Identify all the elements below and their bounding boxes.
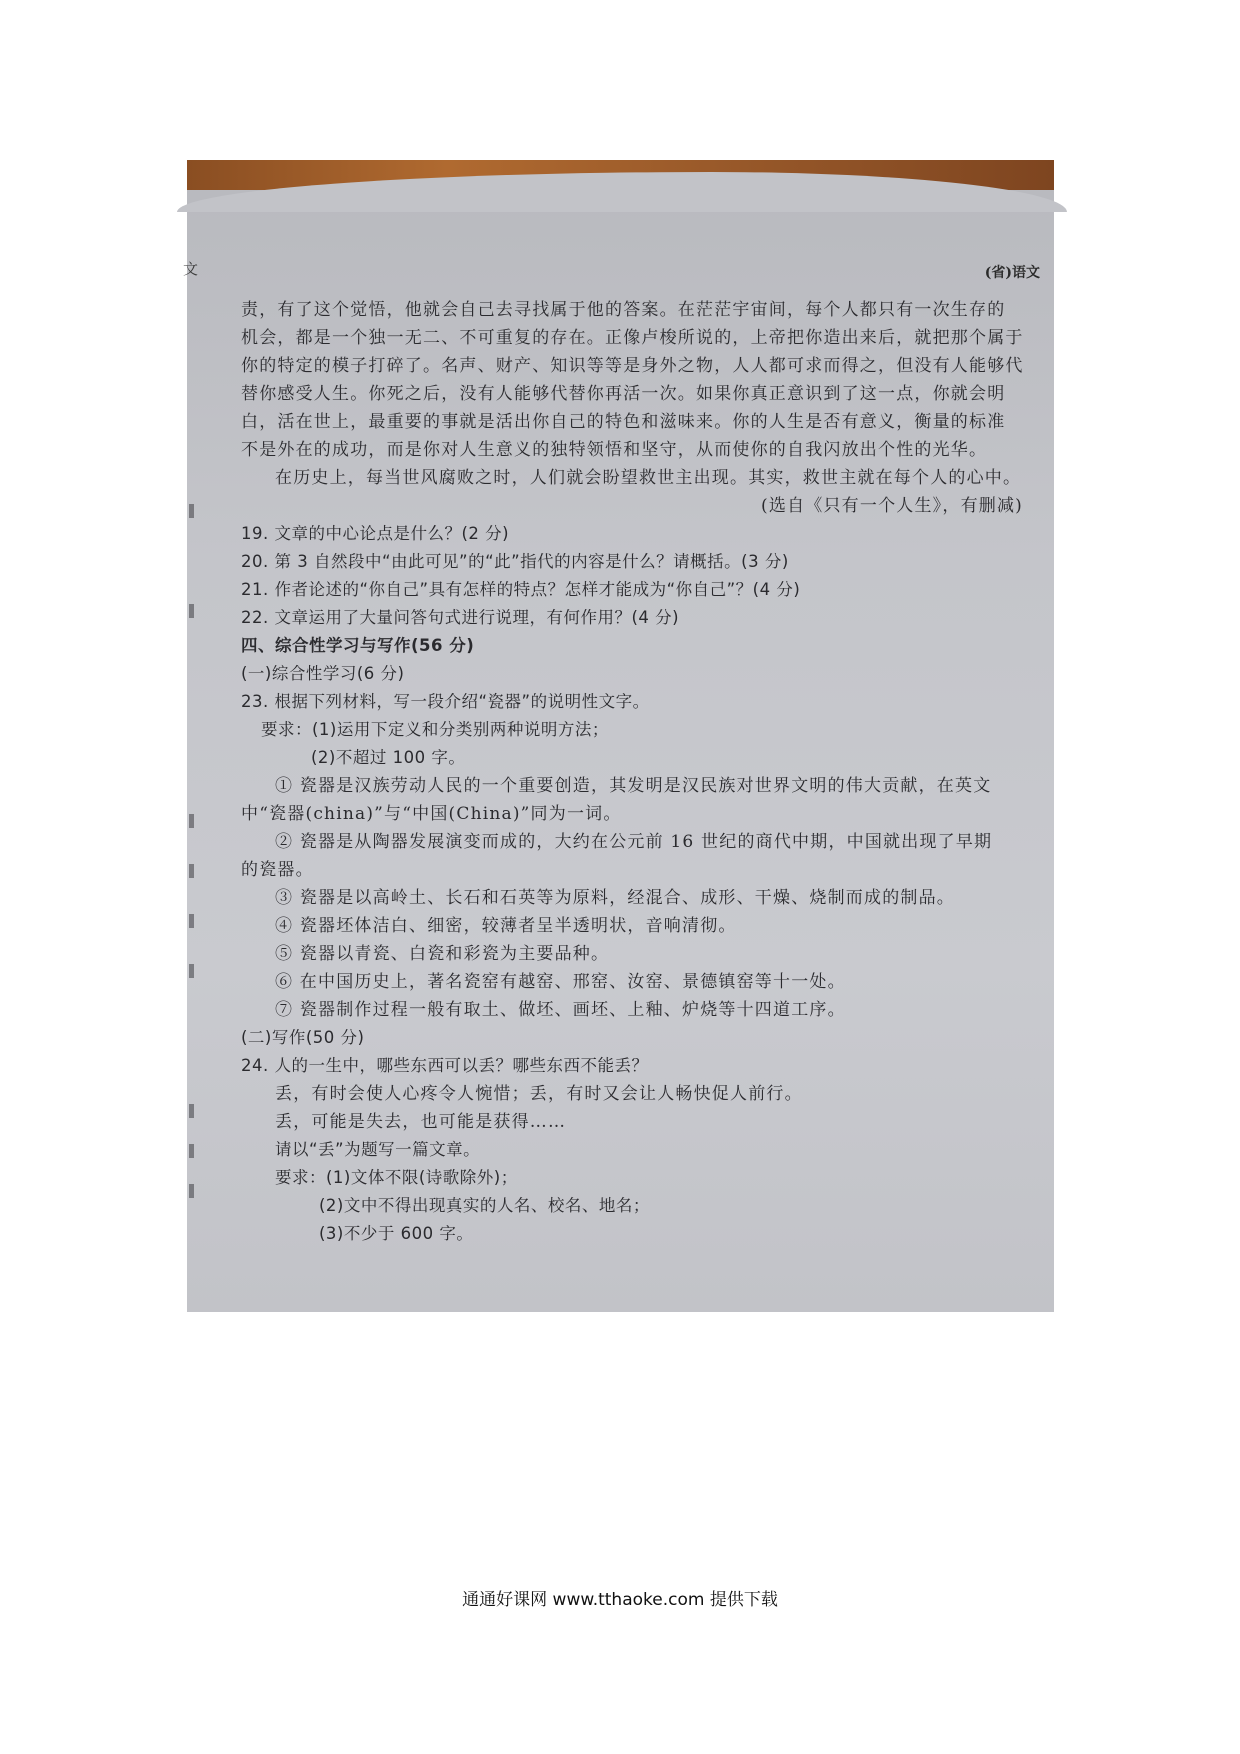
- passage-line: 你的特定的模子打碎了。名声、财产、知识等等是身外之物，人人都可求而得之，但没有人能够代: [241, 356, 1024, 376]
- passage-line: 不是外在的成功，而是你对人生意义的独特领悟和坚守，从而使你的自我闪放出个性的光华。: [241, 440, 988, 460]
- footer-download-note: 通通好课网 www.tthaoke.com 提供下载: [462, 1590, 778, 1610]
- material-line: ③ 瓷器是以高岭土、长石和石英等为原料，经混合、成形、干燥、烧制而成的制品。: [275, 888, 956, 908]
- part-1-title: (一)综合性学习(6 分): [241, 664, 405, 683]
- material-line: ① 瓷器是汉族劳动人民的一个重要创造，其发明是汉民族对世界文明的伟大贡献，在英文: [275, 776, 992, 796]
- question-24: 24. 人的一生中，哪些东西可以丢？哪些东西不能丢？: [241, 1056, 649, 1075]
- question-21: 21. 作者论述的“你自己”具有怎样的特点？怎样才能成为“你自己”？(4 分): [241, 580, 801, 599]
- question-23-requirement-1: 要求：(1)运用下定义和分类别两种说明方法；: [261, 720, 609, 739]
- question-24-requirement-1: 要求：(1)文体不限(诗歌除外)；: [275, 1168, 518, 1187]
- question-24-line: 丢，可能是失去，也可能是获得……: [275, 1112, 567, 1132]
- question-19: 19. 文章的中心论点是什么？(2 分): [241, 524, 510, 543]
- material-line: ② 瓷器是从陶器发展演变而成的，大约在公元前 16 世纪的商代中期，中国就出现了早期: [275, 832, 993, 852]
- margin-left-char: 文: [183, 260, 199, 278]
- left-margin-marks: [187, 484, 201, 1184]
- material-line: ⑥ 在中国历史上，著名瓷窑有越窑、邢窑、汝窑、景德镇窑等十一处。: [275, 972, 846, 992]
- passage-last-line: 在历史上，每当世风腐败之时，人们就会盼望救世主出现。其实，救世主就在每个人的心中。: [275, 468, 1022, 488]
- question-24-requirement-2: (2)文中不得出现真实的人名、校名、地名；: [319, 1196, 650, 1215]
- section-4-title: 四、综合性学习与写作(56 分): [241, 636, 475, 655]
- material-line: 的瓷器。: [241, 860, 314, 880]
- scanned-exam-photo: [183, 160, 1054, 1312]
- material-line: 中“瓷器(china)”与“中国(China)”同为一词。: [241, 804, 622, 824]
- question-20: 20. 第 3 自然段中“由此可见”的“此”指代的内容是什么？请概括。(3 分): [241, 552, 789, 571]
- page-header: (省)语文: [984, 265, 1040, 281]
- material-line: ④ 瓷器坯体洁白、细密，较薄者呈半透明状，音响清彻。: [275, 916, 737, 936]
- passage-line: 白，活在世上，最重要的事就是活出你自己的特色和滋味来。你的人生是否有意义，衡量的标准: [241, 412, 1006, 432]
- question-22: 22. 文章运用了大量问答句式进行说理，有何作用？(4 分): [241, 608, 680, 627]
- question-23: 23. 根据下列材料，写一段介绍“瓷器”的说明性文字。: [241, 692, 650, 711]
- part-2-title: (二)写作(50 分): [241, 1028, 365, 1047]
- material-line: ⑦ 瓷器制作过程一般有取土、做坯、画坯、上釉、炉烧等十四道工序。: [275, 1000, 846, 1020]
- passage-line: 责，有了这个觉悟，他就会自己去寻找属于他的答案。在茫茫宇宙间，每个人都只有一次生存的: [241, 300, 1006, 320]
- exam-sheet: [183, 184, 1054, 1314]
- question-24-requirement-3: (3)不少于 600 字。: [319, 1224, 474, 1243]
- question-24-line: 请以“丢”为题写一篇文章。: [275, 1140, 481, 1159]
- passage-line: 替你感受人生。你死之后，没有人能够代替你再活一次。如果你真正意识到了这一点，你就会明: [241, 384, 1006, 404]
- passage-source: (选自《只有一个人生》，有删减): [761, 496, 1023, 516]
- passage-line: 机会，都是一个独一无二、不可重复的存在。正像卢梭所说的，上帝把你造出来后，就把那个属于: [241, 328, 1024, 348]
- material-line: ⑤ 瓷器以青瓷、白瓷和彩瓷为主要品种。: [275, 944, 610, 964]
- exam-text: [241, 296, 1031, 1248]
- question-23-requirement-2: (2)不超过 100 字。: [311, 748, 466, 767]
- question-24-line: 丢，有时会使人心疼令人惋惜；丢，有时又会让人畅快促人前行。: [275, 1084, 803, 1104]
